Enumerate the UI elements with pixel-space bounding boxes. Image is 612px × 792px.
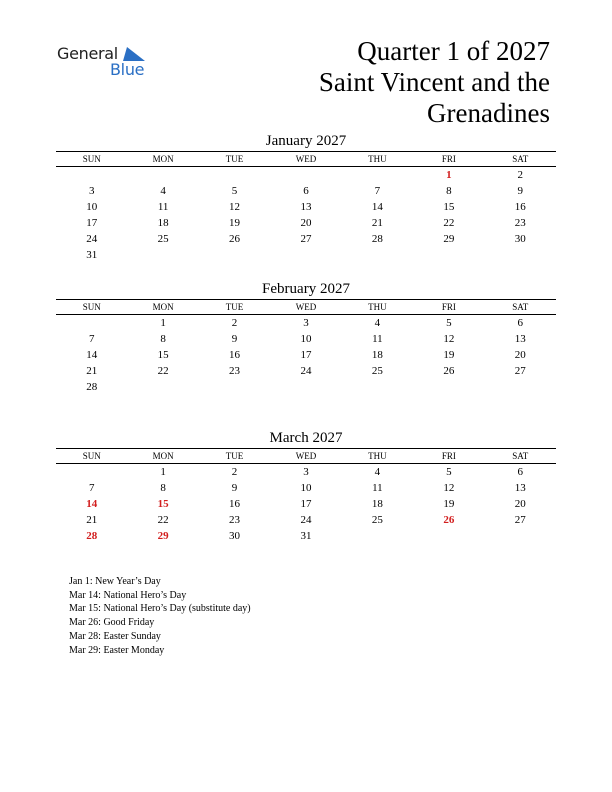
day-cell: 27 xyxy=(514,514,526,526)
week-row xyxy=(56,167,556,183)
day-cell: 4 xyxy=(374,317,381,329)
day-cell: 13 xyxy=(300,201,312,213)
weekday-header xyxy=(56,448,556,464)
weekday-label: SAT xyxy=(512,154,529,164)
day-cell: 8 xyxy=(160,482,166,494)
weekday-label: TUE xyxy=(225,451,244,461)
week-row xyxy=(56,379,556,395)
weekday-label: SUN xyxy=(82,302,101,312)
day-cell: 24 xyxy=(86,233,98,245)
week-row xyxy=(56,231,556,247)
weekday-label: WED xyxy=(295,302,317,312)
weekday-label: SAT xyxy=(512,302,529,312)
day-cell xyxy=(127,379,198,395)
holiday-note: Mar 26: Good Friday xyxy=(69,617,155,629)
week-row xyxy=(56,464,556,480)
month-title: March 2027 xyxy=(269,430,343,446)
logo-word-blue: Blue xyxy=(110,60,145,79)
holiday-note: Mar 29: Easter Monday xyxy=(69,644,165,656)
weekday-label: THU xyxy=(368,154,387,164)
day-cell xyxy=(485,379,556,395)
day-cell: 12 xyxy=(443,333,455,345)
day-cell: 6 xyxy=(517,317,523,329)
day-cell: 18 xyxy=(371,349,383,361)
day-cell: 16 xyxy=(229,498,241,510)
day-cell: 8 xyxy=(446,185,452,197)
weekday-label: SUN xyxy=(82,451,101,461)
weekday-header xyxy=(56,151,556,167)
day-cell: 2 xyxy=(231,466,238,478)
day-cell: 26 xyxy=(229,233,241,245)
day-cell: 5 xyxy=(231,185,238,197)
weekday-label: SUN xyxy=(82,154,101,164)
day-cell: 3 xyxy=(303,317,309,329)
holiday-day-cell: 28 xyxy=(86,530,98,542)
month-title: January 2027 xyxy=(265,133,347,149)
day-cell: 17 xyxy=(300,498,312,510)
day-cell: 7 xyxy=(88,333,95,345)
day-cell: 2 xyxy=(517,169,523,181)
weekday-label: WED xyxy=(295,154,317,164)
day-cell: 10 xyxy=(300,482,312,494)
day-cell: 13 xyxy=(514,333,526,345)
day-cell: 28 xyxy=(86,381,98,393)
month-february xyxy=(56,280,556,395)
week-row xyxy=(56,528,556,544)
week-row xyxy=(56,363,556,379)
day-cell: 26 xyxy=(443,365,455,377)
holiday-note: Jan 1: New Year’s Day xyxy=(69,576,161,587)
weekday-label: TUE xyxy=(225,154,244,164)
day-cell: 28 xyxy=(371,233,383,245)
weekday-label: WED xyxy=(295,451,317,461)
day-cell: 23 xyxy=(229,514,241,526)
day-cell: 2 xyxy=(231,317,238,329)
day-cell xyxy=(199,167,270,183)
day-cell: 25 xyxy=(371,514,383,526)
day-cell xyxy=(270,379,341,395)
day-cell: 17 xyxy=(300,349,312,361)
day-cell xyxy=(56,167,127,183)
page-title xyxy=(319,36,550,129)
week-row xyxy=(56,331,556,347)
logo-word-general: General xyxy=(57,44,118,63)
day-cell xyxy=(342,247,413,263)
holiday-note: Mar 15: National Hero’s Day (substitute day) xyxy=(69,603,251,615)
title-line-1: Quarter 1 of 2027 xyxy=(357,36,550,66)
day-cell: 25 xyxy=(371,365,383,377)
day-cell: 22 xyxy=(443,217,455,229)
day-cell: 22 xyxy=(157,514,169,526)
day-cell: 20 xyxy=(514,349,526,361)
title-line-2: Saint Vincent and the xyxy=(318,67,550,97)
weekday-label: THU xyxy=(368,451,387,461)
day-cell: 14 xyxy=(86,349,98,361)
day-cell xyxy=(56,464,127,480)
day-cell: 11 xyxy=(157,201,169,213)
day-cell xyxy=(127,247,198,263)
day-cell: 14 xyxy=(371,201,383,213)
day-cell: 8 xyxy=(160,333,166,345)
holiday-day-cell: 29 xyxy=(157,530,169,542)
day-cell: 13 xyxy=(514,482,526,494)
day-cell xyxy=(199,247,270,263)
day-cell: 12 xyxy=(443,482,455,494)
day-cell: 5 xyxy=(446,317,452,329)
holiday-day-cell: 15 xyxy=(157,498,169,510)
month-january xyxy=(56,132,556,263)
logo xyxy=(57,44,157,84)
day-cell: 4 xyxy=(160,185,166,197)
day-cell: 5 xyxy=(446,466,452,478)
weekday-label: FRI xyxy=(441,302,456,312)
day-cell: 11 xyxy=(372,333,383,345)
weekday-label: FRI xyxy=(441,451,456,461)
week-row xyxy=(56,199,556,215)
week-row xyxy=(56,512,556,528)
day-cell: 25 xyxy=(157,233,169,245)
day-cell: 15 xyxy=(157,349,169,361)
day-cell xyxy=(413,247,484,263)
day-cell: 20 xyxy=(514,498,526,510)
holiday-day-cell: 14 xyxy=(86,498,98,510)
day-cell: 31 xyxy=(86,249,98,261)
week-row xyxy=(56,215,556,231)
day-cell: 19 xyxy=(443,498,455,510)
day-cell: 7 xyxy=(88,482,95,494)
day-cell xyxy=(413,528,484,544)
day-cell: 20 xyxy=(300,217,312,229)
week-row xyxy=(56,247,556,263)
holiday-list xyxy=(69,575,251,657)
day-cell: 6 xyxy=(517,466,523,478)
day-cell: 11 xyxy=(372,482,383,494)
week-row xyxy=(56,183,556,199)
day-cell: 19 xyxy=(443,349,455,361)
weekday-label: MON xyxy=(152,451,174,461)
day-cell: 21 xyxy=(371,217,383,229)
day-cell: 27 xyxy=(300,233,312,245)
day-cell xyxy=(485,528,556,544)
day-cell: 18 xyxy=(157,217,169,229)
day-cell xyxy=(485,247,556,263)
day-cell xyxy=(270,167,341,183)
day-cell xyxy=(270,247,341,263)
month-march xyxy=(56,429,556,544)
day-cell: 19 xyxy=(229,217,241,229)
weekday-label: SAT xyxy=(512,451,529,461)
month-title: February 2027 xyxy=(262,281,350,297)
week-row xyxy=(56,315,556,331)
weekday-label: TUE xyxy=(225,302,244,312)
weekday-label: FRI xyxy=(441,154,456,164)
day-cell: 16 xyxy=(514,201,526,213)
day-cell: 18 xyxy=(371,498,383,510)
weekday-header xyxy=(56,299,556,315)
day-cell: 4 xyxy=(374,466,381,478)
day-cell xyxy=(56,315,127,331)
holiday-note: Mar 28: Easter Sunday xyxy=(69,630,161,642)
week-row xyxy=(56,480,556,496)
day-cell: 24 xyxy=(300,514,312,526)
day-cell: 17 xyxy=(86,217,98,229)
day-cell: 21 xyxy=(86,514,98,526)
day-cell xyxy=(342,528,413,544)
title-line-3: Grenadines xyxy=(427,98,550,128)
day-cell: 29 xyxy=(443,233,455,245)
day-cell: 15 xyxy=(443,201,455,213)
day-cell: 30 xyxy=(514,233,526,245)
day-cell: 24 xyxy=(300,365,312,377)
holiday-day-cell: 1 xyxy=(446,169,452,181)
day-cell: 23 xyxy=(514,217,526,229)
day-cell: 9 xyxy=(231,333,238,345)
day-cell xyxy=(413,379,484,395)
day-cell: 10 xyxy=(300,333,312,345)
day-cell: 1 xyxy=(160,317,166,329)
logo-triangle-icon xyxy=(123,47,145,61)
day-cell: 6 xyxy=(303,185,309,197)
day-cell xyxy=(199,379,270,395)
day-cell: 12 xyxy=(229,201,241,213)
day-cell: 9 xyxy=(231,482,238,494)
holiday-day-cell: 26 xyxy=(443,514,455,526)
day-cell: 3 xyxy=(88,185,95,197)
day-cell: 27 xyxy=(514,365,526,377)
day-cell: 23 xyxy=(229,365,241,377)
day-cell: 1 xyxy=(160,466,166,478)
holiday-note: Mar 14: National Hero’s Day xyxy=(69,589,187,601)
day-cell: 3 xyxy=(303,466,309,478)
day-cell: 9 xyxy=(517,185,523,197)
weekday-label: THU xyxy=(368,302,387,312)
day-cell xyxy=(127,167,198,183)
week-row xyxy=(56,496,556,512)
day-cell: 30 xyxy=(229,530,241,542)
day-cell: 31 xyxy=(300,530,312,542)
weekday-label: MON xyxy=(152,154,174,164)
day-cell: 7 xyxy=(374,185,381,197)
day-cell xyxy=(342,167,413,183)
week-row xyxy=(56,347,556,363)
weekday-label: MON xyxy=(152,302,174,312)
day-cell xyxy=(342,379,413,395)
day-cell: 16 xyxy=(229,349,241,361)
day-cell: 21 xyxy=(86,365,98,377)
day-cell: 22 xyxy=(157,365,169,377)
day-cell: 10 xyxy=(86,201,98,213)
